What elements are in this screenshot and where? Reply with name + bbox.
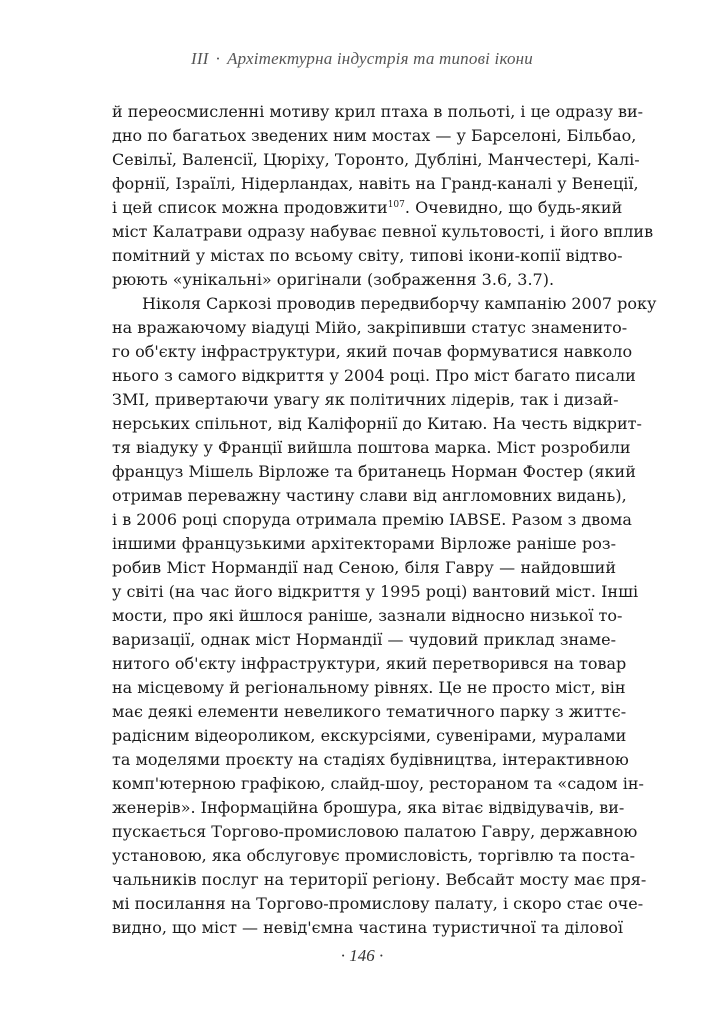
text-line: нитого об'єкту інфраструктури, який перетворився на товар bbox=[112, 654, 627, 673]
text-line: видно, що міст — невід'ємна частина туристичної та ділової bbox=[112, 918, 623, 937]
text-line: нерських спільнот, від Каліфорнії до Китаю. На честь відкрит- bbox=[112, 414, 642, 433]
text-line: помітний у містах по всьому світу, типові ікони-копії відтво- bbox=[112, 246, 623, 265]
running-header bbox=[0, 49, 724, 69]
body-text bbox=[112, 100, 657, 940]
text-line: у світі (на час його відкриття у 1995 році) вантовий міст. Інші bbox=[112, 582, 639, 601]
text-line: форнії, Ізраїлі, Нідерландах, навіть на Гранд-каналі у Венеції, bbox=[112, 174, 639, 193]
text-line: радісним відеороликом, екскурсіями, сувенірами, муралами bbox=[112, 726, 627, 745]
chapter-title: Архітектурна індустрія та типові ікони bbox=[227, 49, 533, 68]
text-segment: і цей список можна продовжити bbox=[112, 198, 388, 217]
paragraph-end-line: рюють «унікальні» оригінали (зображення 3.6, 3.7). bbox=[112, 270, 555, 289]
text-line: установою, яка обслуговує промисловість, торгівлю та поста- bbox=[112, 846, 635, 865]
text-line: нього з самого відкриття у 2004 році. Про міст багато писали bbox=[112, 366, 636, 385]
text-line: мости, про які йшлося раніше, зазнали відносно низької то- bbox=[112, 606, 623, 625]
text-line: комп'ютерною графікою, слайд-шоу, рестораном та «садом ін- bbox=[112, 774, 644, 793]
text-line: женерів». Інформаційна брошура, яка вітає відвідувачів, ви- bbox=[112, 798, 625, 817]
text-line: тя віадуку у Франції вийшла поштова марка. Міст розробили bbox=[112, 438, 631, 457]
text-line: та моделями проєкту на стадіях будівництва, інтерактивною bbox=[112, 750, 629, 769]
page-number: · 146 · bbox=[340, 946, 384, 965]
text-line: варизації, однак міст Нормандії — чудовий приклад знаме- bbox=[112, 630, 616, 649]
text-line: отримав переважну частину слави від англомовних видань), bbox=[112, 486, 627, 505]
paragraph-first-line: Ніколя Саркозі проводив передвиборчу кампанію 2007 року bbox=[142, 294, 657, 313]
text-line: робив Міст Нормандії над Сеною, біля Гавру — найдовший bbox=[112, 558, 616, 577]
text-line-with-footnote bbox=[112, 196, 623, 220]
text-line: на місцевому й регіональному рівнях. Це не просто міст, він bbox=[112, 678, 626, 697]
text-line: і в 2006 році споруда отримала премію IABSE. Разом з двома bbox=[112, 510, 632, 529]
text-line: й переосмисленні мотиву крил птаха в польоті, і це одразу ви- bbox=[112, 102, 644, 121]
text-line: міст Калатрави одразу набуває певної культовості, і його вплив bbox=[112, 222, 654, 241]
text-line: має деякі елементи невеликого тематичного парку з життє- bbox=[112, 702, 627, 721]
footnote-reference[interactable]: 107 bbox=[387, 200, 405, 210]
text-line: мі посилання на Торгово-промислову палату, і скоро стає оче- bbox=[112, 894, 644, 913]
header-separator: · bbox=[215, 49, 221, 68]
text-line: іншими французькими архітекторами Вірложе раніше роз- bbox=[112, 534, 616, 553]
text-line: Севільї, Валенсії, Цюріху, Торонто, Дубліні, Манчестері, Калі- bbox=[112, 150, 640, 169]
text-line: дно по багатьох зведених ним мостах — у Барселоні, Більбао, bbox=[112, 126, 637, 145]
text-line: чальників послуг на території регіону. Вебсайт мосту має пря- bbox=[112, 870, 647, 889]
text-line: на вражаючому віадуці Мійо, закріпивши статус знаменито- bbox=[112, 318, 628, 337]
text-line: ЗМІ, привертаючи увагу як політичних лідерів, так і дизай- bbox=[112, 390, 619, 409]
chapter-numeral: III bbox=[191, 49, 209, 68]
text-line: француз Мішель Вірложе та британець Норман Фостер (який bbox=[112, 462, 636, 481]
text-segment: . Очевидно, що будь-який bbox=[404, 198, 623, 217]
text-line: го об'єкту інфраструктури, який почав формуватися навколо bbox=[112, 342, 633, 361]
text-line: пускається Торгово-промисловою палатою Гавру, державною bbox=[112, 822, 638, 841]
